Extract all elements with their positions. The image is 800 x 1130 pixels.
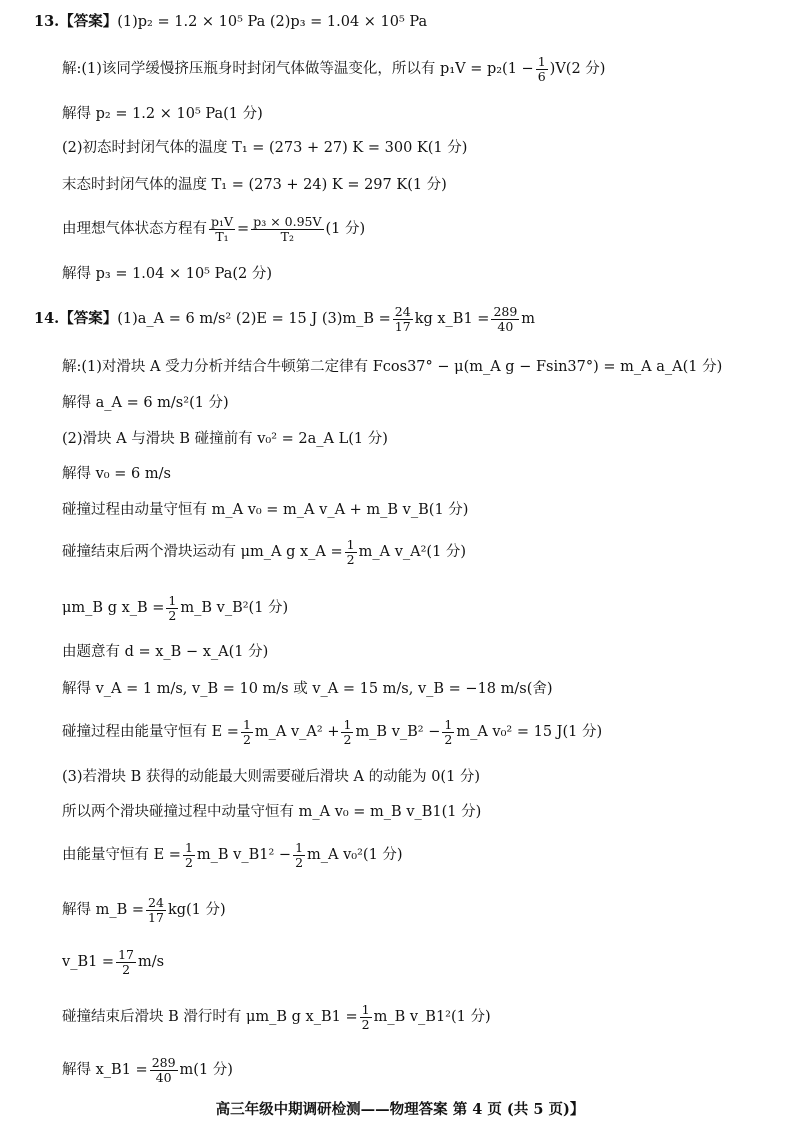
q14-l16-fraction (360, 1003, 372, 1032)
q13-solution-line-3: (2)初态时封闭气体的温度 T₁ = (273 + 27) K = 300 K(1 分) (62, 140, 468, 156)
q14-l10-term-1: m_A v_A² + (254, 724, 340, 740)
q14-l7-pre: μm_B g x_B = (62, 600, 165, 616)
q14-l7-post: m_B v_B²(1 分) (180, 600, 289, 616)
q14-solution-line-7 (62, 592, 289, 623)
frac-num: 1 (361, 1001, 370, 1017)
q13-solution-line-1 (62, 53, 606, 84)
q14-solution-line-17 (62, 1054, 233, 1085)
frac-den: 40 (155, 1069, 172, 1085)
frac-num: 1 (242, 716, 251, 732)
q14-l17-fraction (150, 1056, 178, 1085)
q14-solution-line-10 (62, 716, 603, 747)
frac-num: 1 (537, 53, 546, 69)
q14-solution-line-9: 解得 v_A = 1 m/s, v_B = 10 m/s 或 v_A = 15 m/s, v_B = −18 m/s(舍) (62, 681, 553, 697)
frac-num: 1 (295, 839, 304, 855)
q14-solution-line-1: 解:(1)对滑块 A 受力分析并结合牛顿第二定律有 Fcos37° − μ(m_A g − Fsin37°) = m_A a_A(1 分) (62, 359, 723, 375)
q14-l15-post: m/s (138, 954, 165, 970)
q14-solution-line-16 (62, 1001, 491, 1032)
q14-l13-fraction-1 (183, 841, 195, 870)
frac-den: 2 (168, 607, 177, 623)
frac-num: p₁V (211, 213, 234, 229)
frac-den: 2 (361, 1016, 370, 1032)
q14-l14-post: kg(1 分) (167, 902, 226, 918)
frac-num: 1 (346, 536, 355, 552)
page-footer: 高三年级中期调研检测——物理答案 第 4 页 (共 5 页)】 (215, 1101, 585, 1118)
q14-answer-part-2: kg x_B1 = (414, 311, 490, 327)
q14-l6-pre: 碰撞结束后两个滑块运动有 μm_A g x_A = (62, 544, 343, 560)
q14-answer-part-3: m (521, 311, 536, 327)
frac-den: 2 (242, 731, 251, 747)
q14-l6-fraction (345, 538, 357, 567)
frac-den: 2 (184, 854, 193, 870)
q13-l1-post: )V(2 分) (549, 61, 606, 77)
q14-l15-pre: v_B1 = (62, 954, 115, 970)
frac-den: 2 (295, 854, 304, 870)
q14-l13-fraction-2 (293, 841, 305, 870)
q14-solution-line-14 (62, 894, 226, 925)
frac-den: 2 (346, 551, 355, 567)
q13-answer-line (34, 10, 427, 34)
q14-l10-post: m_A v₀² = 15 J(1 分) (456, 724, 603, 740)
q14-answer-part-1: (1)a_A = 6 m/s² (2)E = 15 J (3)m_B = (117, 311, 391, 327)
frac-num: 1 (168, 592, 177, 608)
q14-l10-fraction-3 (442, 718, 454, 747)
q14-l10-term-2: m_B v_B² − (355, 724, 441, 740)
q14-l16-pre: 碰撞结束后滑块 B 滑行时有 μm_B g x_B1 = (62, 1009, 358, 1025)
q14-solution-line-11: (3)若滑块 B 获得的动能最大则需要碰后滑块 A 的动能为 0(1 分) (62, 769, 481, 785)
q13-l5-pre: 由理想气体状态方程有 (62, 221, 207, 237)
q13-l5-fraction-1 (209, 215, 235, 244)
frac-den: 17 (394, 318, 411, 334)
frac-num: 289 (151, 1054, 176, 1070)
q13-solution-line-5 (62, 213, 366, 244)
q14-solution-line-13 (62, 839, 403, 870)
q14-l17-pre: 解得 x_B1 = (62, 1062, 148, 1078)
frac-den: 40 (497, 318, 514, 334)
q14-solution-line-4: 解得 v₀ = 6 m/s (62, 466, 171, 482)
q13-l1-fraction (536, 55, 548, 84)
q14-solution-line-5: 碰撞过程由动量守恒有 m_A v₀ = m_A v_A + m_B v_B(1 分) (62, 502, 469, 518)
q14-answer-line (34, 303, 536, 334)
q13-answer-prefix: 13.【答案】 (34, 13, 118, 30)
q14-answer-prefix: 14.【答案】 (34, 310, 118, 327)
q14-solution-line-8: 由题意有 d = x_B − x_A(1 分) (62, 644, 269, 660)
frac-den: T₁ (215, 228, 229, 244)
q13-solution-line-6: 解得 p₃ = 1.04 × 10⁵ Pa(2 分) (62, 266, 272, 282)
q13-l5-equals: = (237, 221, 250, 237)
q14-l17-post: m(1 分) (179, 1062, 233, 1078)
q14-solution-line-15 (62, 946, 165, 977)
frac-num: p₃ × 0.95V (253, 213, 322, 229)
frac-den: 2 (444, 731, 453, 747)
q14-l10-fraction-1 (241, 718, 253, 747)
q13-l1-pre: 解:(1)该同学缓慢挤压瓶身时封闭气体做等温变化，所以有 p₁V = p₂(1 − (62, 61, 534, 77)
q14-l13-term: m_B v_B1² − (196, 847, 292, 863)
frac-den: 2 (122, 961, 131, 977)
q14-solution-line-12: 所以两个滑块碰撞过程中动量守恒有 m_A v₀ = m_B v_B1(1 分) (62, 804, 482, 820)
q14-solution-line-6 (62, 536, 467, 567)
q13-l5-post: (1 分) (325, 221, 366, 237)
q14-solution-line-2: 解得 a_A = 6 m/s²(1 分) (62, 395, 229, 411)
frac-den: T₂ (280, 228, 295, 244)
q14-l14-pre: 解得 m_B = (62, 902, 145, 918)
frac-den: 6 (537, 68, 546, 84)
frac-den: 17 (148, 909, 164, 925)
q13-solution-line-4: 末态时封闭气体的温度 T₁ = (273 + 24) K = 297 K(1 分) (62, 177, 447, 193)
q14-l13-post: m_A v₀²(1 分) (307, 847, 403, 863)
frac-num: 24 (148, 894, 164, 910)
q14-l10-pre: 碰撞过程由能量守恒有 E = (62, 724, 239, 740)
q14-l15-fraction (116, 948, 136, 977)
frac-num: 1 (444, 716, 453, 732)
frac-num: 1 (343, 716, 352, 732)
frac-den: 2 (343, 731, 352, 747)
q14-l14-fraction (146, 896, 166, 925)
q13-l5-fraction-2 (251, 215, 323, 244)
frac-num: 289 (493, 303, 518, 319)
q14-solution-line-3: (2)滑块 A 与滑块 B 碰撞前有 v₀² = 2a_A L(1 分) (62, 431, 388, 447)
q13-solution-line-2: 解得 p₂ = 1.2 × 10⁵ Pa(1 分) (62, 106, 263, 122)
frac-num: 24 (394, 303, 411, 319)
q14-l7-fraction (166, 594, 178, 623)
q14-l16-post: m_B v_B1²(1 分) (373, 1009, 491, 1025)
q14-l6-post: m_A v_A²(1 分) (358, 544, 467, 560)
q14-l13-pre: 由能量守恒有 E = (62, 847, 181, 863)
q14-answer-fraction-1 (393, 305, 413, 334)
frac-num: 17 (118, 946, 134, 962)
frac-num: 1 (184, 839, 193, 855)
q14-l10-fraction-2 (341, 718, 353, 747)
q13-answer-text: (1)p₂ = 1.2 × 10⁵ Pa (2)p₃ = 1.04 × 10⁵ Pa (117, 14, 428, 30)
q14-answer-fraction-2 (491, 305, 519, 334)
